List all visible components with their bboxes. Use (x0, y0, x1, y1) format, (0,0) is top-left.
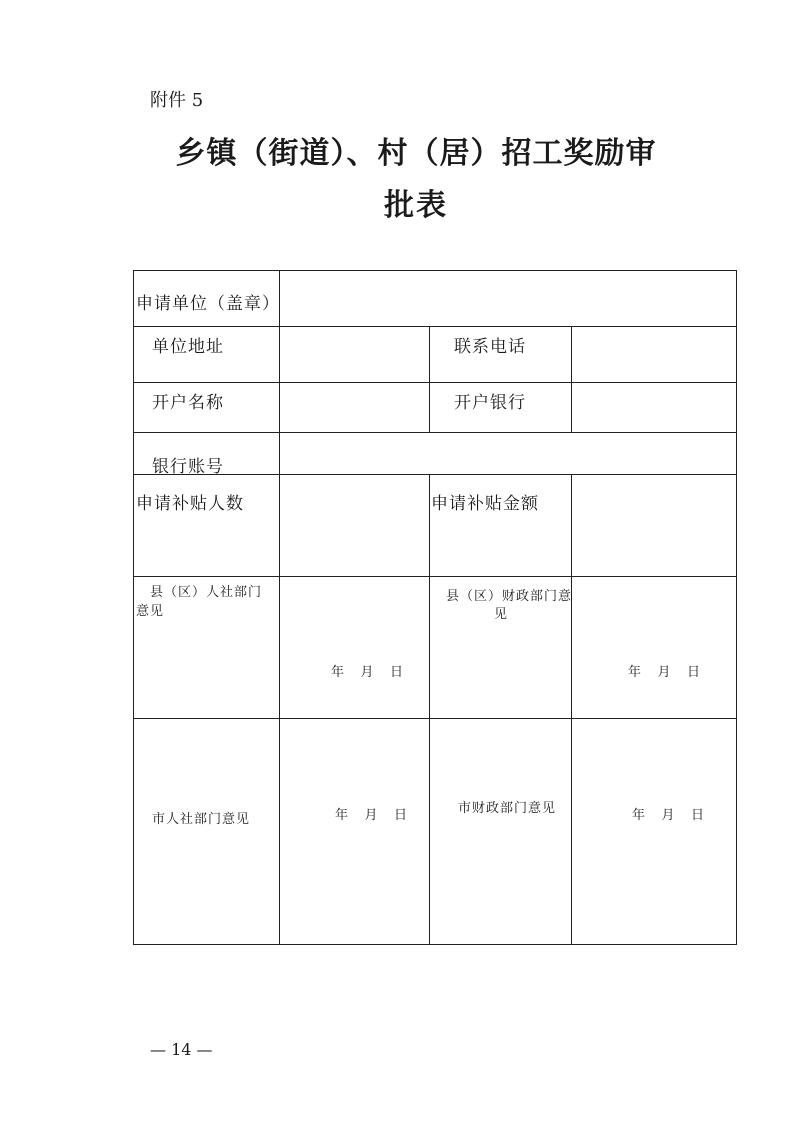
city-finance-opinion-label: 市财政部门意见 (458, 801, 557, 816)
table-border-bottom (133, 944, 737, 945)
table-col-divider (571, 474, 572, 945)
table-border-left (133, 270, 134, 945)
bank-field[interactable] (573, 384, 735, 431)
table-col-divider (279, 270, 280, 945)
table-row-divider (133, 576, 737, 577)
contact-phone-label: 联系电话 (454, 337, 526, 357)
table-row-divider (133, 718, 737, 719)
unit-address-field[interactable] (281, 328, 428, 381)
table-border-top (133, 270, 737, 271)
bank-account-field[interactable] (281, 434, 735, 473)
contact-phone-field[interactable] (573, 328, 735, 381)
subsidy-amount-label: 申请补贴金额 (431, 494, 539, 514)
table-col-divider (429, 326, 430, 432)
city-hr-date: 年 月 日 (335, 808, 408, 823)
account-name-label: 开户名称 (152, 393, 224, 413)
subsidy-amount-field[interactable] (573, 476, 735, 575)
city-finance-date: 年 月 日 (632, 808, 705, 823)
table-col-divider (571, 326, 572, 432)
table-row-divider (133, 326, 737, 327)
city-hr-opinion-label: 市人社部门意见 (152, 812, 251, 827)
table-row-divider (133, 382, 737, 383)
table-border-right (736, 270, 737, 945)
unit-address-label: 单位地址 (152, 337, 224, 357)
applicant-unit-label: 申请单位（盖章） (136, 294, 280, 314)
page-number: — 14 — (150, 1040, 213, 1059)
subsidy-people-field[interactable] (281, 476, 428, 575)
subsidy-people-label: 申请补贴人数 (136, 494, 244, 514)
bank-label: 开户银行 (454, 393, 526, 413)
county-finance-opinion-label-line2: 见 (494, 607, 509, 622)
account-name-field[interactable] (281, 384, 428, 431)
table-col-divider (429, 474, 430, 945)
attachment-label: 附件 5 (150, 90, 204, 111)
county-finance-date: 年 月 日 (628, 665, 701, 680)
page-title-line2: 批表 (384, 188, 448, 223)
bank-account-label: 银行账号 (152, 457, 224, 477)
page-title: 乡镇（街道）、村（居）招工奖励审 (175, 136, 657, 171)
county-hr-date: 年 月 日 (331, 665, 404, 680)
county-finance-opinion-label: 县（区）财政部门意 (446, 589, 573, 604)
county-hr-opinion-label-line2: 意见 (136, 604, 165, 619)
applicant-unit-field[interactable] (281, 272, 735, 325)
table-row-divider (133, 432, 737, 433)
county-hr-opinion-label: 县（区）人社部门 (150, 585, 263, 600)
